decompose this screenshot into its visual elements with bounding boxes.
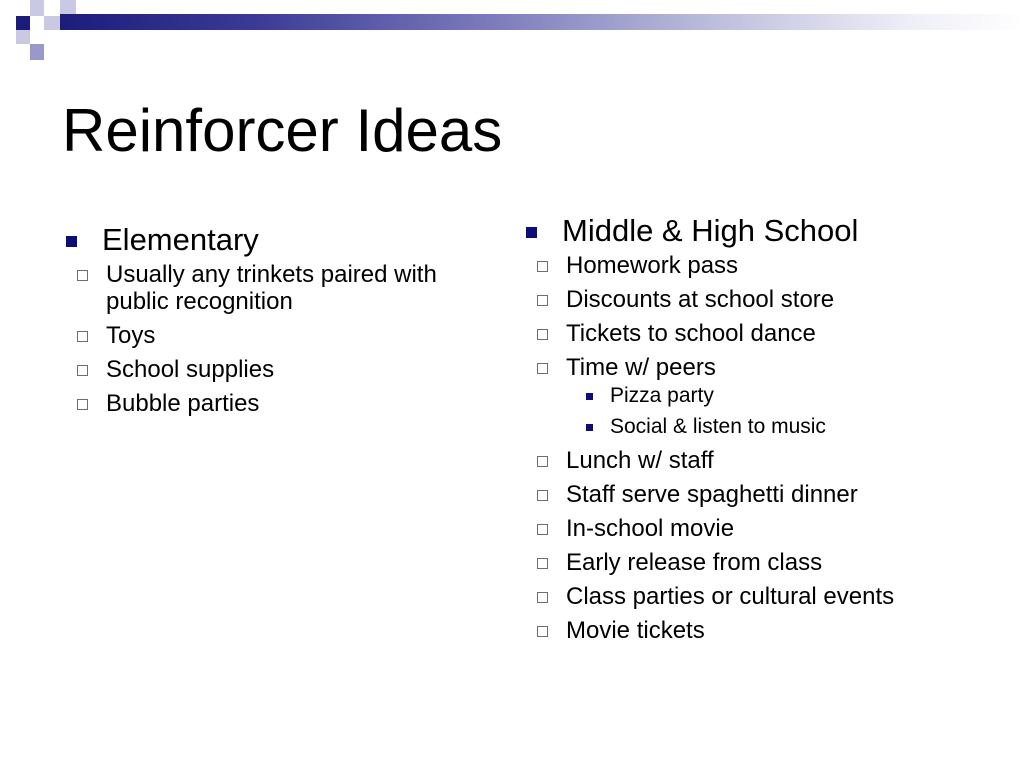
list-item: Tickets to school dance bbox=[522, 320, 1002, 347]
middle-high-list bbox=[522, 252, 1002, 644]
list-item: In-school movie bbox=[522, 515, 1002, 542]
deco-square bbox=[30, 0, 44, 16]
deco-square bbox=[16, 16, 30, 30]
box-bullet-icon bbox=[537, 524, 548, 535]
middle-high-heading: Middle & High School bbox=[562, 213, 859, 248]
gradient-band bbox=[60, 14, 1024, 30]
elementary-list bbox=[62, 261, 502, 417]
list-item: Class parties or cultural events bbox=[522, 583, 1002, 610]
elementary-column bbox=[62, 220, 502, 417]
middle-high-column bbox=[522, 211, 1002, 644]
list-item: Homework pass bbox=[522, 252, 1002, 279]
deco-square bbox=[16, 30, 30, 44]
list-item: School supplies bbox=[62, 356, 502, 383]
box-bullet-icon bbox=[77, 270, 88, 281]
sub-list-item: Social & listen to music bbox=[566, 414, 1002, 440]
box-bullet-icon bbox=[537, 592, 548, 603]
elementary-heading: Elementary bbox=[102, 222, 259, 257]
square-bullet-icon bbox=[66, 236, 77, 247]
peers-sublist bbox=[566, 383, 1002, 440]
header-decoration bbox=[0, 0, 1024, 64]
box-bullet-icon bbox=[537, 490, 548, 501]
box-bullet-icon bbox=[537, 626, 548, 637]
box-bullet-icon bbox=[537, 261, 548, 272]
list-item: Toys bbox=[62, 322, 502, 349]
list-item: Early release from class bbox=[522, 549, 1002, 576]
box-bullet-icon bbox=[537, 329, 548, 340]
square-bullet-icon bbox=[526, 227, 537, 238]
deco-square bbox=[44, 16, 60, 30]
list-item: Staff serve spaghetti dinner bbox=[522, 481, 1002, 508]
small-square-bullet-icon bbox=[586, 393, 593, 400]
bullet-middle-high bbox=[522, 211, 1002, 251]
box-bullet-icon bbox=[77, 399, 88, 410]
slide-title: Reinforcer Ideas bbox=[62, 97, 503, 164]
box-bullet-icon bbox=[537, 363, 548, 374]
deco-square bbox=[30, 44, 44, 60]
list-item: Time w/ peers Pizza party Social & listen to music bbox=[522, 354, 1002, 440]
box-bullet-icon bbox=[537, 456, 548, 467]
list-item: Discounts at school store bbox=[522, 286, 1002, 313]
box-bullet-icon bbox=[77, 365, 88, 376]
bullet-elementary bbox=[62, 220, 502, 260]
sub-list-item: Pizza party bbox=[566, 383, 1002, 409]
deco-square bbox=[60, 0, 76, 14]
box-bullet-icon bbox=[77, 331, 88, 342]
small-square-bullet-icon bbox=[586, 424, 593, 431]
box-bullet-icon bbox=[537, 558, 548, 569]
list-item: Bubble parties bbox=[62, 390, 502, 417]
list-item: Usually any trinkets paired with public recognition bbox=[62, 261, 502, 315]
box-bullet-icon bbox=[537, 295, 548, 306]
list-item: Lunch w/ staff bbox=[522, 447, 1002, 474]
list-item: Movie tickets bbox=[522, 617, 1002, 644]
